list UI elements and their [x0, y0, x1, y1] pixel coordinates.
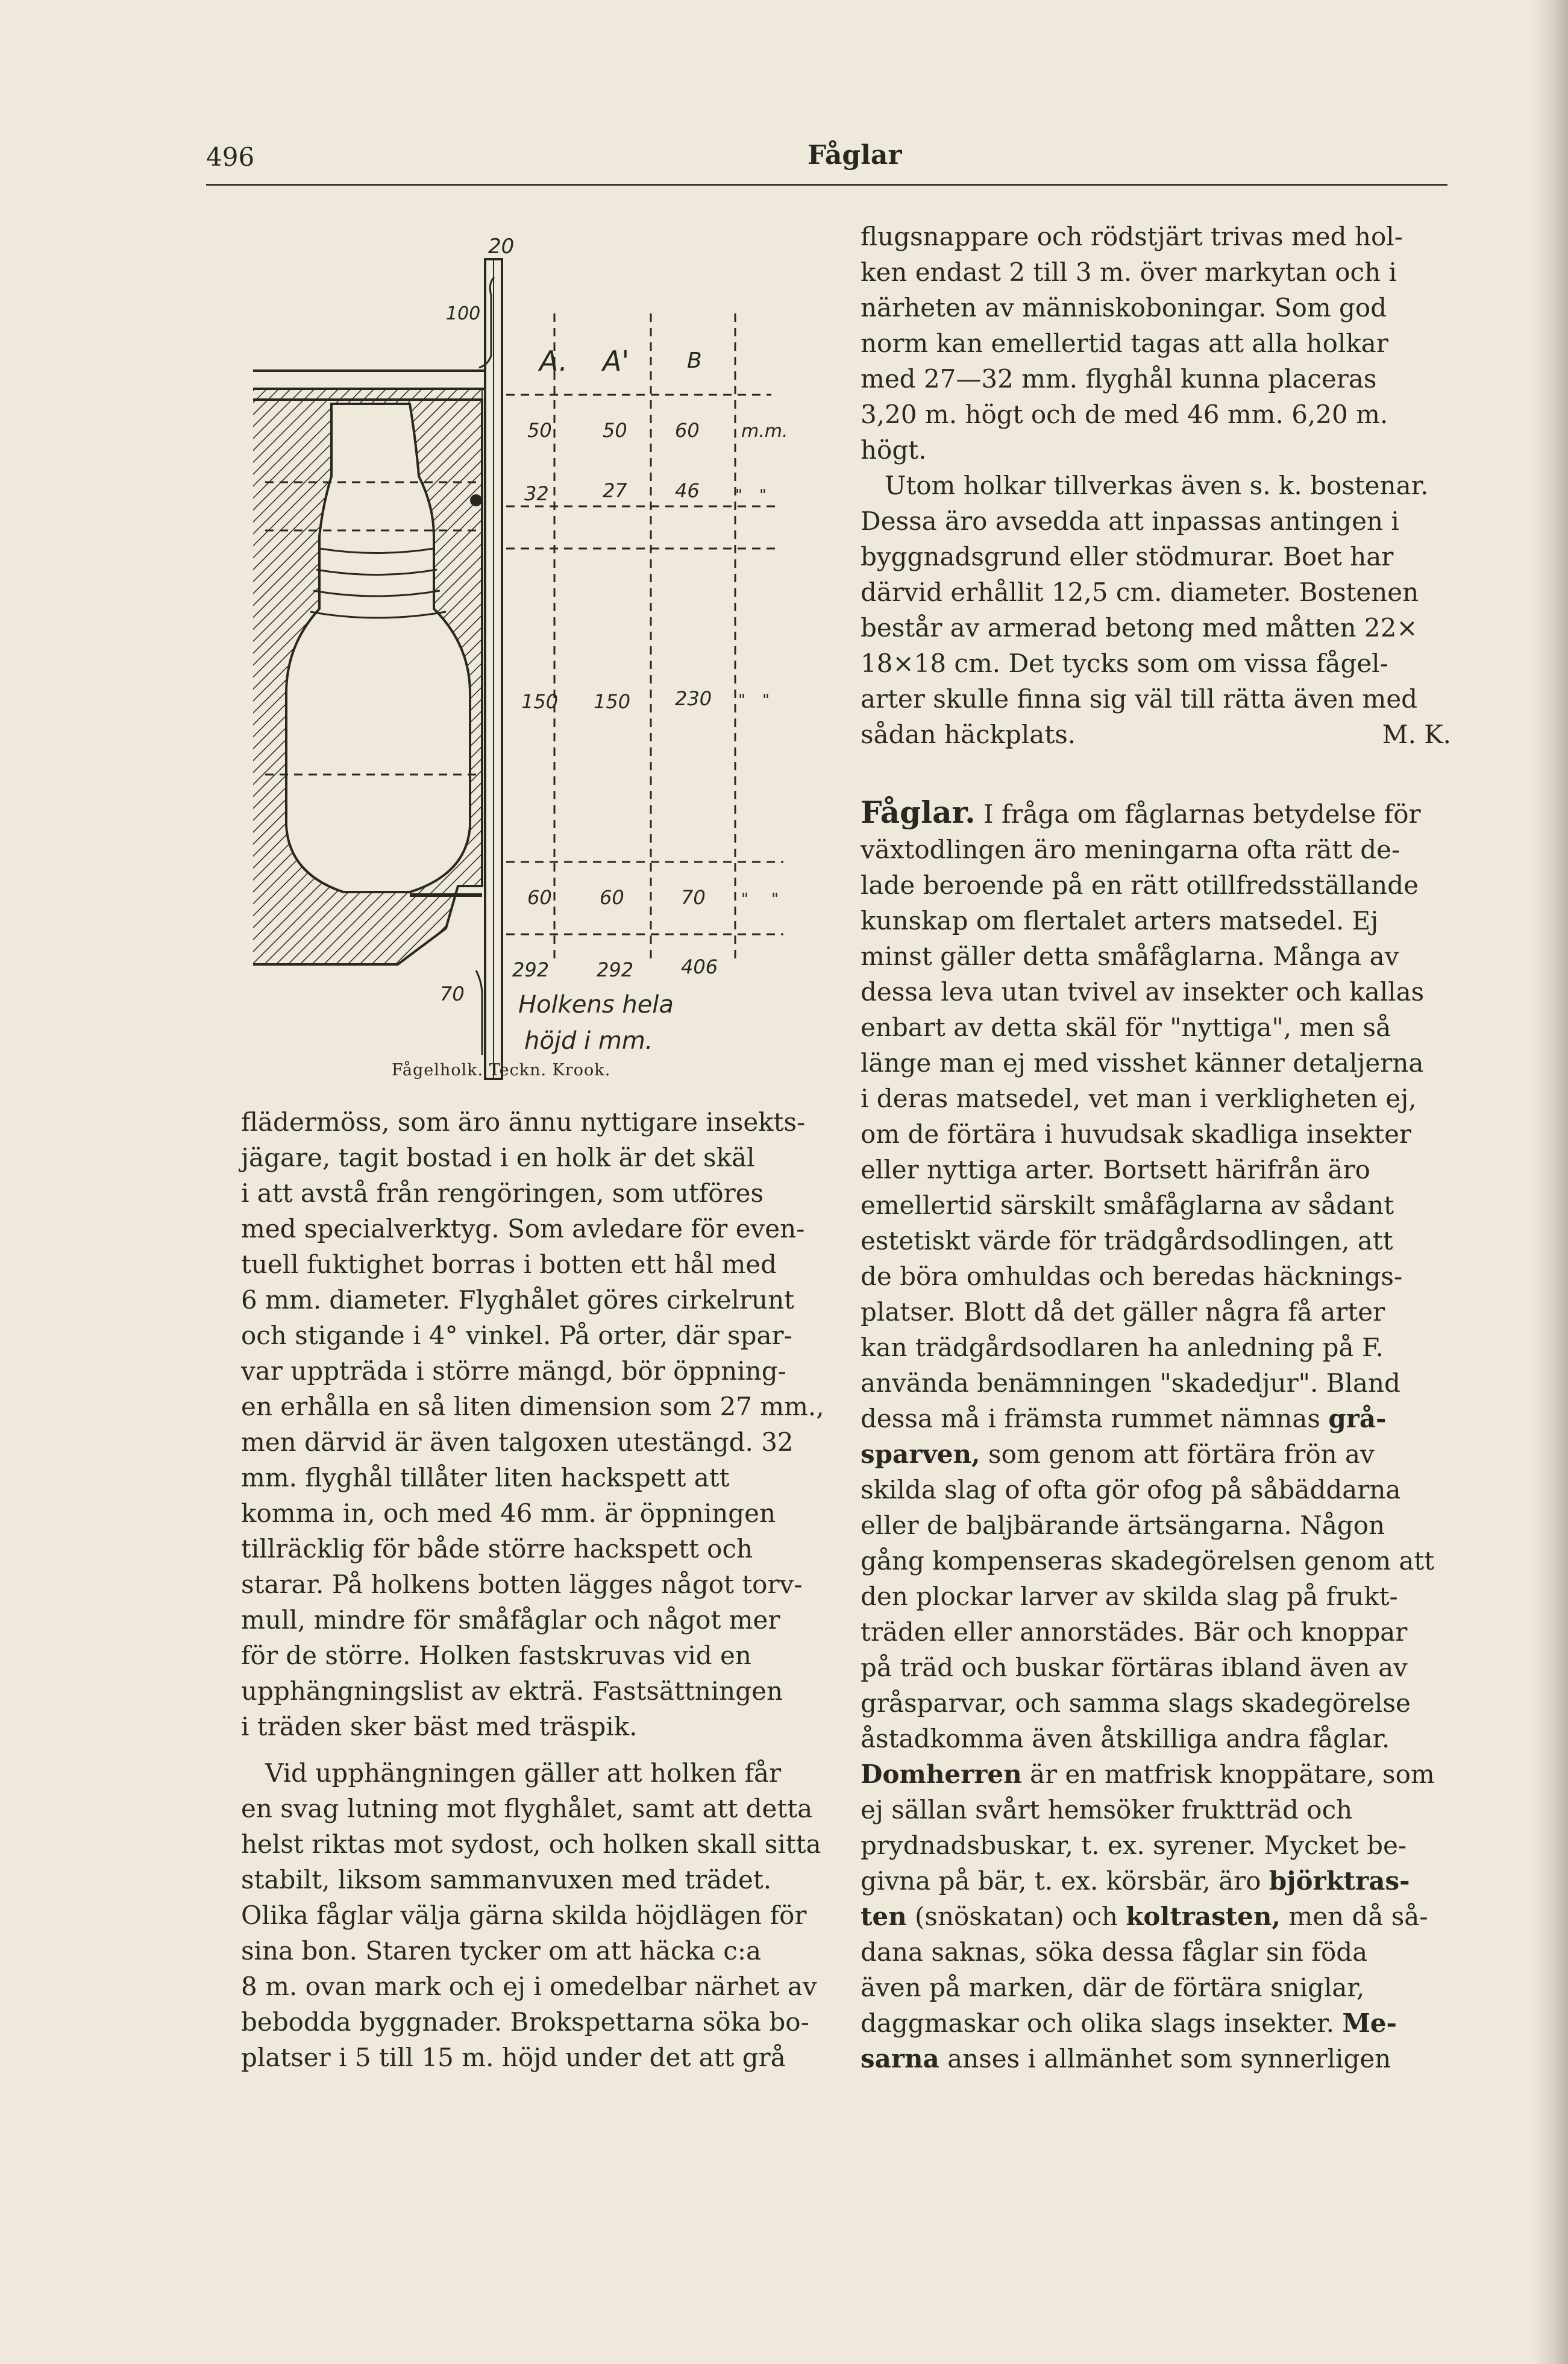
- text-line: [861, 1436, 1451, 1472]
- text-fragment: men då så-: [1281, 1902, 1428, 1931]
- text-fragment: som genom att förtära frön av: [980, 1439, 1375, 1469]
- text-line: ej sällan svårt hemsöker fruktträd och: [861, 1795, 1353, 1825]
- text-line: de böra omhuldas och beredas häcknings-: [861, 1262, 1403, 1291]
- row1-a-prime: 50: [603, 419, 627, 442]
- text-line: Dessa äro avsedda att inpassas antingen i: [861, 506, 1399, 536]
- text-line: och stigande i 4° vinkel. På orter, där spar-: [241, 1321, 792, 1350]
- paragraph-gap: [241, 1744, 832, 1755]
- text-fragment: givna på bär, t. ex. körsbär, äro: [861, 1866, 1261, 1896]
- text-line: 8 m. ovan mark och ej i omedelbar närhet av: [241, 1972, 817, 2001]
- text-line: skilda slag of ofta gör ofog på såbäddarna: [861, 1475, 1401, 1504]
- text-line: upphängningslist av ekträ. Fastsättningen: [241, 1676, 783, 1706]
- text-line: 18×18 cm. Det tycks som om vissa fågel-: [861, 649, 1388, 678]
- text-line: dana saknas, söka dessa fåglar sin föda: [861, 1937, 1368, 1967]
- bold-term: björktras-: [1269, 1866, 1410, 1896]
- row2-a-prime: 27: [603, 479, 627, 502]
- text-line: estetiskt värde för trädgårdsodlingen, att: [861, 1226, 1393, 1256]
- row2-b: 46: [675, 479, 700, 502]
- row4-a-prime: 60: [600, 886, 624, 909]
- footer-line-1: Holkens hela: [518, 991, 674, 1019]
- text-line: jägare, tagit bostad i en holk är det skäl: [241, 1143, 755, 1172]
- bold-term: Me-: [1342, 2008, 1397, 2038]
- bold-term: sparven,: [861, 1439, 980, 1469]
- row4-ditto-2: ": [771, 890, 779, 908]
- text-line: Olika fåglar välja gärna skilda höjdlägen för: [241, 1900, 807, 1930]
- dim-left-bottom-label: 70: [440, 982, 465, 1005]
- text-line: länge man ej med visshet känner detaljerna: [861, 1048, 1424, 1078]
- signature: M. K.: [1382, 720, 1451, 749]
- text-line: platser i 5 till 15 m. höjd under det att grå: [241, 2043, 786, 2072]
- row1-a: 50: [527, 419, 552, 442]
- text-line: Vid upphängningen gäller att holken får: [265, 1758, 782, 1788]
- row5-a: 292: [512, 958, 550, 981]
- text-line: därvid erhållit 12,5 cm. diameter. Bostenen: [861, 577, 1419, 607]
- text-line: i deras matsedel, vet man i verkligheten ej,: [861, 1084, 1417, 1113]
- row3-a: 150: [521, 690, 559, 713]
- text-line: prydnadsbuskar, t. ex. syrener. Mycket be-: [861, 1831, 1407, 1860]
- text-line: ken endast 2 till 3 m. över markytan och i: [861, 257, 1397, 287]
- bold-term: sarna: [861, 2044, 939, 2073]
- text-line: 6 mm. diameter. Flyghålet göres cirkelrunt: [241, 1285, 794, 1315]
- row5-a-prime: 292: [597, 958, 634, 981]
- row3-ditto-2: ": [762, 691, 770, 709]
- page-edge-shadow: [1532, 0, 1568, 2364]
- bold-term: ten: [861, 1902, 907, 1931]
- text-line: arter skulle finna sig väl till rätta även med: [861, 684, 1418, 714]
- text-line: i träden sker bäst med träspik.: [241, 1712, 638, 1741]
- text-line: helst riktas mot sydost, och holken skall sitta: [241, 1829, 821, 1859]
- text-line: [861, 1756, 1451, 1792]
- text-line: norm kan emellertid tagas att alla holkar: [861, 329, 1388, 358]
- text-line: [861, 1899, 1451, 1934]
- text-line: stabilt, liksom sammanvuxen med trädet.: [241, 1865, 772, 1894]
- text-fragment: sådan häckplats.: [861, 720, 1076, 749]
- text-line: platser. Blott då det gäller några få arter: [861, 1297, 1385, 1327]
- entrance-hole: [470, 494, 482, 506]
- text-line: högt.: [861, 435, 927, 465]
- text-line: sina bon. Staren tycker om att häcka c:a: [241, 1936, 762, 1966]
- text-fragment: är en matfrisk knoppätare, som: [1021, 1759, 1435, 1789]
- dim-left-top-label: 100: [446, 303, 481, 324]
- text-line: med 27—32 mm. flyghål kunna placeras: [861, 364, 1377, 394]
- text-line: [861, 794, 1451, 832]
- footer-line-2: höjd i mm.: [524, 1027, 653, 1055]
- text-line: bebodda byggnader. Brokspettarna söka bo-: [241, 2007, 809, 2037]
- header-rule: [206, 184, 1447, 186]
- row4-ditto-1: ": [741, 890, 748, 908]
- text-line: även på marken, där de förtära sniglar,: [861, 1973, 1365, 2002]
- text-line: men därvid är även talgoxen utestängd. 32: [241, 1427, 794, 1457]
- text-line: en svag lutning mot flyghålet, samt att detta: [241, 1794, 813, 1823]
- text-line: gråsparvar, och samma slags skadegörelse: [861, 1688, 1411, 1718]
- text-line: var uppträda i större mängd, bör öppning-: [241, 1356, 786, 1386]
- text-line: komma in, och med 46 mm. är öppningen: [241, 1498, 776, 1528]
- text-line: gång kompenseras skadegörelsen genom att: [861, 1546, 1435, 1576]
- text-fragment: daggmaskar och olika slags insekter.: [861, 2008, 1334, 2038]
- text-line: i att avstå från rengöringen, som utföres: [241, 1178, 764, 1208]
- text-line: tillräcklig för både större hackspett och: [241, 1534, 753, 1564]
- text-line: för de större. Holken fastskruvas vid en: [241, 1641, 751, 1670]
- text-line: emellertid särskilt småfåglarna av sådant: [861, 1190, 1394, 1220]
- text-fragment: I fråga om fåglarnas betydelse för: [975, 799, 1421, 829]
- text-line: [861, 717, 1451, 752]
- text-line: mull, mindre för småfåglar och något mer: [241, 1605, 780, 1635]
- text-line: dessa leva utan tvivel av insekter och kallas: [861, 977, 1425, 1007]
- page-number: 496: [206, 142, 255, 172]
- text-line: starar. På holkens botten lägges något torv-: [241, 1570, 803, 1599]
- text-line: mm. flyghål tillåter liten hackspett att: [241, 1463, 730, 1492]
- text-line: om de förtära i huvudsak skadliga insekter: [861, 1119, 1412, 1149]
- text-line: enbart av detta skäl för "nyttiga", men så: [861, 1013, 1391, 1042]
- col-label-b: B: [687, 348, 702, 373]
- text-line: [861, 1863, 1451, 1899]
- row2-a: 32: [524, 482, 549, 505]
- text-line: tuell fuktighet borras i botten ett hål med: [241, 1250, 777, 1279]
- text-line: [861, 2005, 1451, 2041]
- row2-ditto-2: ": [759, 486, 767, 505]
- row3-ditto-1: ": [738, 691, 745, 709]
- row2-ditto-1: ": [735, 486, 742, 505]
- text-line: lade beroende på en rätt otillfredsställande: [861, 870, 1419, 900]
- row3-a-prime: 150: [594, 690, 631, 713]
- birdhouse-drawing: [253, 223, 850, 1091]
- text-line: 3,20 m. högt och de med 46 mm. 6,20 m.: [861, 400, 1388, 429]
- text-line: träden eller annorstädes. Bär och knoppar: [861, 1617, 1408, 1647]
- row4-b: 70: [681, 886, 706, 909]
- bold-term: Domherren: [861, 1759, 1022, 1789]
- text-line: Utom holkar tillverkas även s. k. bostenar.: [885, 471, 1429, 500]
- col-label-a-prime: A': [603, 345, 630, 377]
- roof-board: [253, 371, 488, 389]
- text-fragment: dessa må i främsta rummet nämnas: [861, 1404, 1320, 1433]
- text-line: kan trädgårdsodlaren ha anledning på F.: [861, 1333, 1384, 1362]
- text-line: kunskap om flertalet arters matsedel. Ej: [861, 906, 1379, 935]
- text-line: minst gäller detta småfåglarna. Många av: [861, 942, 1399, 971]
- text-line: [861, 1401, 1451, 1436]
- row4-a: 60: [527, 886, 552, 909]
- row5-b: 406: [681, 955, 718, 978]
- text-fragment: (snöskatan) och: [906, 1902, 1118, 1931]
- right-column-top: [861, 219, 1451, 752]
- text-line: använda benämningen "skadedjur". Bland: [861, 1368, 1400, 1398]
- text-line: närheten av människoboningar. Som god: [861, 293, 1387, 322]
- figure-caption: Fågelholk. Teckn. Krook.: [392, 1061, 611, 1080]
- text-line: består av armerad betong med måtten 22×: [861, 613, 1418, 643]
- text-line: eller de baljbärande ärtsängarna. Någon: [861, 1511, 1385, 1540]
- text-line: åstadkomma även åtskilliga andra fåglar.: [861, 1724, 1390, 1753]
- dim-top-label: 20: [488, 234, 515, 259]
- right-column-bottom: [861, 794, 1451, 2076]
- birdhouse-figure: [253, 223, 850, 1091]
- text-fragment: anses i allmänhet som synnerligen: [939, 2044, 1391, 2073]
- text-line: byggnadsgrund eller stödmurar. Boet har: [861, 542, 1394, 571]
- text-line: flädermöss, som äro ännu nyttigare insekts-: [241, 1107, 806, 1137]
- text-line: flugsnappare och rödstjärt trivas med hol-: [861, 222, 1403, 251]
- text-line: den plockar larver av skilda slag på frukt-: [861, 1582, 1398, 1611]
- text-line: med specialverktyg. Som avledare för even-: [241, 1214, 805, 1243]
- entry-heading: Fåglar.: [861, 794, 976, 830]
- bold-term: grå-: [1328, 1404, 1387, 1433]
- left-column-bottom: [241, 1104, 832, 2075]
- text-line: växtodlingen äro meningarna ofta rätt de-: [861, 835, 1400, 864]
- text-line: en erhålla en så liten dimension som 27 mm.,: [241, 1392, 824, 1421]
- bold-term: koltrasten,: [1126, 1902, 1281, 1931]
- col-label-a: A.: [539, 345, 568, 377]
- text-line: [861, 2041, 1451, 2076]
- row1-unit: m.m.: [741, 421, 788, 442]
- text-line: eller nyttiga arter. Bortsett härifrån äro: [861, 1155, 1370, 1184]
- row3-b: 230: [675, 687, 712, 710]
- text-line: på träd och buskar förtäras ibland även av: [861, 1653, 1408, 1682]
- running-title: Fåglar: [808, 140, 902, 171]
- roof-underside: [253, 389, 482, 400]
- row1-b: 60: [675, 419, 700, 442]
